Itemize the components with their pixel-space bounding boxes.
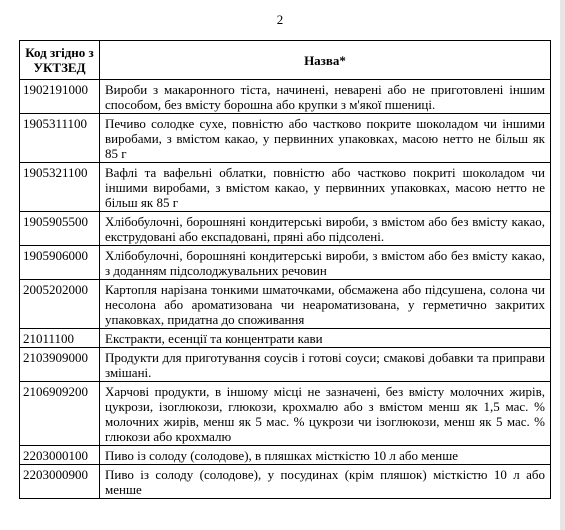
header-code: Код згідно з УКТЗЕД [20,41,100,80]
row-name: Пиво із солоду (солодове), у посудинах (крім пляшок) місткістю 10 л або менше [100,465,551,499]
table-row [20,329,551,348]
table-row [20,114,551,163]
row-name: Вафлі та вафельні облатки, повністю або частково покриті шоколадом чи іншими виробами, з вмістом какао, у первинних упаковках, масою нетто не більш як 85 г [100,163,551,212]
table-row [20,382,551,446]
row-code: 2103909000 [20,348,100,382]
table-row [20,246,551,280]
row-name: Продукти для приготування соусів і готові соуси; смакові добавки та приправи змішані. [100,348,551,382]
row-code: 1905906000 [20,246,100,280]
row-code: 1905321100 [20,163,100,212]
row-name: Хлібобулочні, борошняні кондитерські вироби, з вмістом або без вмісту какао, екструдовані або експадовані, пряні або підсолені. [100,212,551,246]
table-row [20,163,551,212]
table-row [20,80,551,114]
table-header-row [20,41,551,80]
table-row [20,446,551,465]
row-name: Харчові продукти, в іншому місці не зазначені, без вмісту молочних жирів, цукрози, ізоглюкози, глюкози, крохмалю або з вмістом менш як 1,5 мас. % молочних жирів, менш як 5 мас. % цукрози чи ізоглюкози, менш як 5 мас. % глюкози або крохмалю [100,382,551,446]
row-code: 2005202000 [20,280,100,329]
table-row [20,212,551,246]
products-table [19,40,551,499]
row-name: Хлібобулочні, борошняні кондитерські вироби, з вмістом або без вмісту какао, з доданням підсолоджувальних речовин [100,246,551,280]
row-code: 2106909200 [20,382,100,446]
row-code: 21011100 [20,329,100,348]
row-name: Вироби з макаронного тіста, начинені, неварені або не приготовлені іншим способом, без вмісту борошна або крупки з м'якої пшениці. [100,80,551,114]
row-name: Печиво солодке сухе, повністю або частково покрите шоколадом чи іншими виробами, з вмістом какао, у первинних упаковках, масою нетто не більш як 85 г [100,114,551,163]
row-code: 2203000900 [20,465,100,499]
header-name: Назва* [100,41,551,80]
row-code: 1902191000 [20,80,100,114]
row-code: 1905311100 [20,114,100,163]
table-row [20,280,551,329]
table-row [20,465,551,499]
row-name: Пиво із солоду (солодове), в пляшках місткістю 10 л або менше [100,446,551,465]
row-name: Картопля нарізана тонкими шматочками, обсмажена або підсушена, солона чи несолона або ароматизована чи неароматизована, у герметично закритих упаковках, придатна до споживання [100,280,551,329]
row-code: 1905905500 [20,212,100,246]
page-number: 2 [276,12,284,27]
table-row [20,348,551,382]
row-name: Екстракти, есенції та концентрати кави [100,329,551,348]
row-code: 2203000100 [20,446,100,465]
